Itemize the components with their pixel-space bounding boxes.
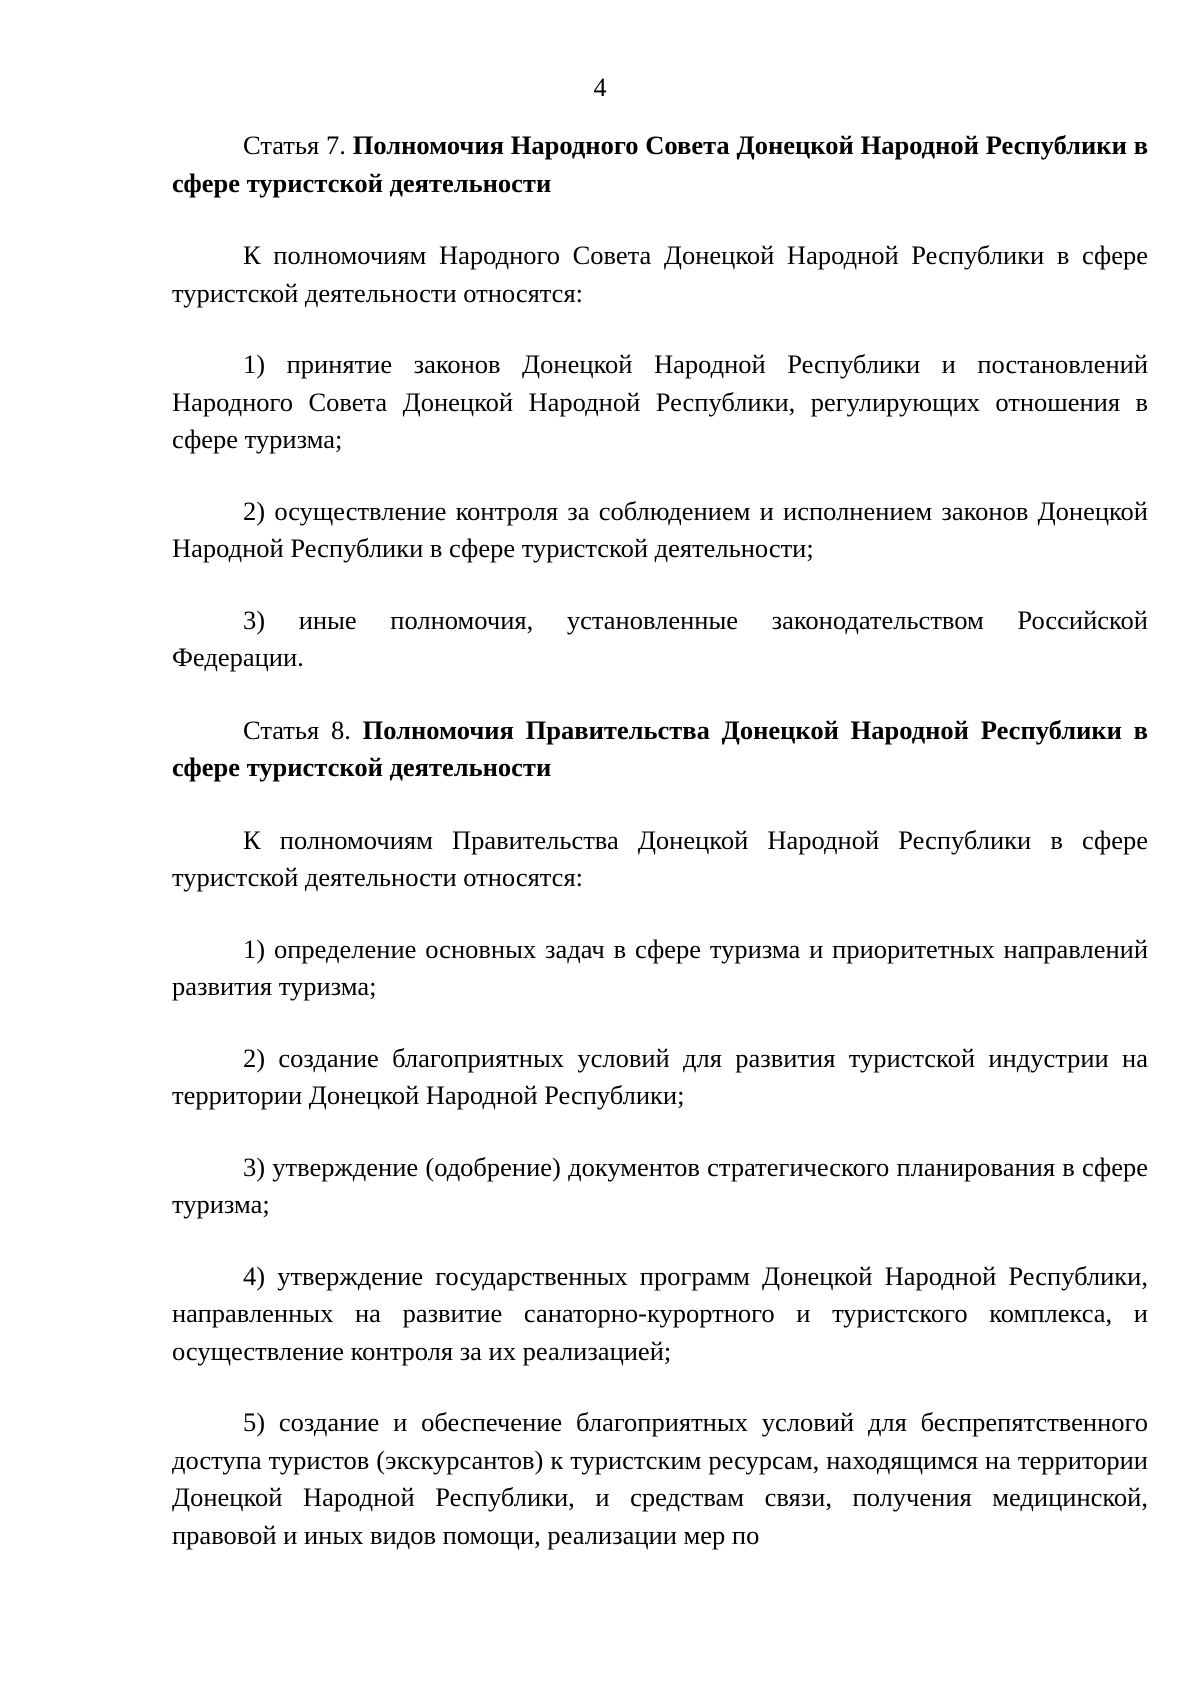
article-7-heading bbox=[172, 127, 1148, 202]
article-8-item-5: 5) создание и обеспечение благоприятных условий для беспрепятственного доступа туристов (экскурсантов) к туристским ресурсам, находящимся на территории Донецкой Народной Республики, и средствам связи, получения медицинской, правовой и иных видов помощи, реализации мер по bbox=[172, 1407, 1148, 1550]
document-body bbox=[172, 127, 1148, 1554]
article-8-heading bbox=[172, 712, 1148, 787]
article-8-title: Полномочия Правительства Донецкой Народной Республики в сфере туристской деятельности bbox=[172, 714, 1148, 782]
article-8-item-1: 1) определение основных задач в сфере туризма и приоритетных направлений развития туризма; bbox=[172, 933, 1148, 1001]
page-number: 4 bbox=[593, 73, 607, 102]
article-7-item-2: 2) осуществление контроля за соблюдением и исполнением законов Донецкой Народной Республики в сфере туристской деятельности; bbox=[172, 495, 1148, 563]
article-7-title: Полномочия Народного Совета Донецкой Народной Республики в сфере туристской деятельности bbox=[172, 130, 1148, 198]
article-8-intro: К полномочиям Правительства Донецкой Народной Республики в сфере туристской деятельности относятся: bbox=[172, 824, 1148, 892]
article-8-item-3: 3) утверждение (одобрение) документов стратегического планирования в сфере туризма; bbox=[172, 1151, 1148, 1219]
article-8-item-4: 4) утверждение государственных программ Донецкой Народной Республики, направленных на развитие санаторно-курортного и туристского комплекса, и осуществление контроля за их реализацией; bbox=[172, 1260, 1148, 1366]
article-7-item-1: 1) принятие законов Донецкой Народной Республики и постановлений Народного Совета Донецкой Народной Республики, регулирующих отношения в сфере туризма; bbox=[172, 349, 1148, 454]
article-7-label: Статья 7. bbox=[243, 130, 346, 160]
article-7-item-3: 3) иные полномочия, установленные законодательством Российской Федерации. bbox=[172, 604, 1148, 672]
article-8-label: Статья 8. bbox=[243, 714, 351, 745]
article-8-item-2: 2) создание благоприятных условий для развития туристской индустрии на территории Донецкой Народной Республики; bbox=[172, 1042, 1148, 1110]
article-7-intro: К полномочиям Народного Совета Донецкой Народной Республики в сфере туристской деятельности относятся: bbox=[172, 240, 1148, 308]
